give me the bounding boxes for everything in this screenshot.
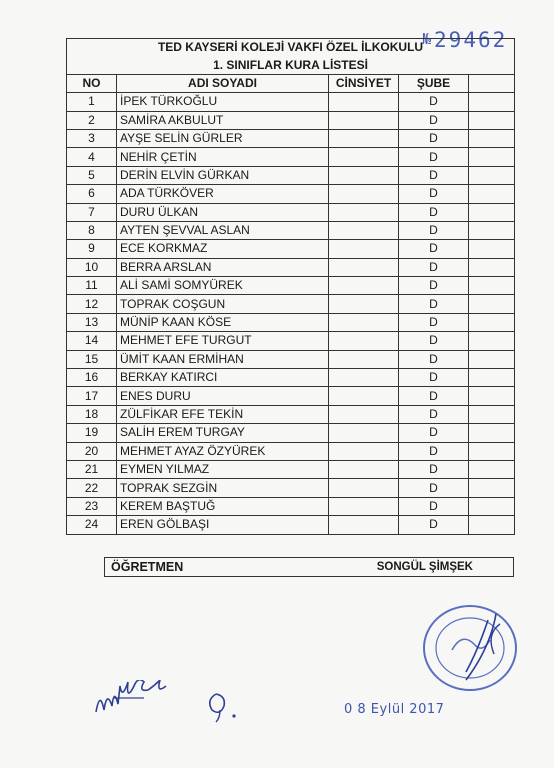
extra-cell: [469, 185, 515, 203]
table-row: [67, 460, 515, 478]
student-name: ÜMİT KAAN ERMİHAN: [117, 350, 329, 368]
student-name: NEHİR ÇETİN: [117, 148, 329, 166]
header-sube: ŞUBE: [399, 74, 469, 92]
student-sube: D: [399, 277, 469, 295]
student-name: BERKAY KATIRCI: [117, 369, 329, 387]
student-gender: [329, 460, 399, 478]
teacher-name: SONGÜL ŞİMŞEK: [376, 561, 473, 573]
row-number: 5: [67, 166, 117, 184]
table-row: [67, 148, 515, 166]
student-name: ENES DURU: [117, 387, 329, 405]
student-name: SAMİRA AKBULUT: [117, 111, 329, 129]
table-row: [67, 185, 515, 203]
student-name: MÜNİP KAAN KÖSE: [117, 313, 329, 331]
extra-cell: [469, 129, 515, 147]
student-name: ZÜLFİKAR EFE TEKİN: [117, 405, 329, 423]
student-name: KEREM BAŞTUĞ: [117, 497, 329, 515]
row-number: 21: [67, 460, 117, 478]
student-name: ECE KORKMAZ: [117, 240, 329, 258]
student-gender: [329, 516, 399, 534]
student-gender: [329, 497, 399, 515]
row-number: 17: [67, 387, 117, 405]
header-name: ADI SOYADI: [117, 74, 329, 92]
teacher-label: ÖĞRETMEN: [111, 560, 184, 574]
table-row: [67, 93, 515, 111]
extra-cell: [469, 240, 515, 258]
student-sube: D: [399, 350, 469, 368]
extra-cell: [469, 479, 515, 497]
student-name: AYTEN ŞEVVAL ASLAN: [117, 221, 329, 239]
registry-number: 29462: [434, 28, 508, 52]
table-row: [67, 497, 515, 515]
student-sube: D: [399, 332, 469, 350]
extra-cell: [469, 460, 515, 478]
list-title: 1. SINIFLAR KURA LİSTESİ: [67, 56, 515, 74]
extra-cell: [469, 111, 515, 129]
header-row: [67, 74, 515, 92]
school-title: TED KAYSERİ KOLEJİ VAKFI ÖZEL İLKOKULU: [67, 39, 515, 57]
table-row: [67, 240, 515, 258]
table-row: [67, 332, 515, 350]
list-sheet: [66, 38, 514, 535]
student-name: MEHMET AYAZ ÖZYÜREK: [117, 442, 329, 460]
table-row: [67, 295, 515, 313]
student-gender: [329, 424, 399, 442]
student-sube: D: [399, 479, 469, 497]
student-name: AYŞE SELİN GÜRLER: [117, 129, 329, 147]
student-sube: D: [399, 516, 469, 534]
student-gender: [329, 387, 399, 405]
table-row: [67, 442, 515, 460]
header-extra: [469, 74, 515, 92]
number-sign: №: [422, 30, 432, 48]
table-row: [67, 369, 515, 387]
table-row: [67, 258, 515, 276]
row-number: 23: [67, 497, 117, 515]
student-gender: [329, 129, 399, 147]
student-sube: D: [399, 221, 469, 239]
row-number: 10: [67, 258, 117, 276]
student-name: BERRA ARSLAN: [117, 258, 329, 276]
extra-cell: [469, 166, 515, 184]
student-sube: D: [399, 166, 469, 184]
table-row: [67, 277, 515, 295]
student-table: [66, 38, 515, 535]
student-sube: D: [399, 129, 469, 147]
teacher-box: [104, 557, 514, 577]
student-sube: D: [399, 148, 469, 166]
student-name: TOPRAK COŞGUN: [117, 295, 329, 313]
date-stamp: 0 8 Eylül 2017: [344, 702, 445, 717]
extra-cell: [469, 148, 515, 166]
student-gender: [329, 240, 399, 258]
student-sube: D: [399, 258, 469, 276]
student-sube: D: [399, 424, 469, 442]
student-sube: D: [399, 240, 469, 258]
header-gender: CİNSİYET: [329, 74, 399, 92]
student-gender: [329, 442, 399, 460]
student-gender: [329, 479, 399, 497]
student-sube: D: [399, 93, 469, 111]
student-sube: D: [399, 111, 469, 129]
row-number: 24: [67, 516, 117, 534]
extra-cell: [469, 442, 515, 460]
student-name: EYMEN YILMAZ: [117, 460, 329, 478]
student-gender: [329, 148, 399, 166]
row-number: 20: [67, 442, 117, 460]
extra-cell: [469, 350, 515, 368]
table-row: [67, 203, 515, 221]
table-row: [67, 221, 515, 239]
row-number: 13: [67, 313, 117, 331]
student-name: ALİ SAMİ SOMYÜREK: [117, 277, 329, 295]
table-row: [67, 111, 515, 129]
student-sube: D: [399, 369, 469, 387]
student-sube: D: [399, 313, 469, 331]
student-name: DURU ÜLKAN: [117, 203, 329, 221]
student-gender: [329, 350, 399, 368]
student-name: İPEK TÜRKOĞLU: [117, 93, 329, 111]
extra-cell: [469, 387, 515, 405]
extra-cell: [469, 295, 515, 313]
table-row: [67, 129, 515, 147]
student-gender: [329, 369, 399, 387]
row-number: 1: [67, 93, 117, 111]
row-number: 3: [67, 129, 117, 147]
row-number: 16: [67, 369, 117, 387]
extra-cell: [469, 221, 515, 239]
student-sube: D: [399, 497, 469, 515]
student-sube: D: [399, 295, 469, 313]
row-number: 8: [67, 221, 117, 239]
row-number: 19: [67, 424, 117, 442]
table-row: [67, 313, 515, 331]
student-sube: D: [399, 185, 469, 203]
row-number: 22: [67, 479, 117, 497]
extra-cell: [469, 93, 515, 111]
student-name: MEHMET EFE TURGUT: [117, 332, 329, 350]
row-number: 2: [67, 111, 117, 129]
table-row: [67, 350, 515, 368]
student-name: EREN GÖLBAŞI: [117, 516, 329, 534]
student-gender: [329, 185, 399, 203]
extra-cell: [469, 405, 515, 423]
row-number: 6: [67, 185, 117, 203]
student-gender: [329, 332, 399, 350]
student-name: DERİN ELVİN GÜRKAN: [117, 166, 329, 184]
signature-2: [202, 686, 242, 724]
student-gender: [329, 405, 399, 423]
header-no: NO: [67, 74, 117, 92]
student-name: TOPRAK SEZGİN: [117, 479, 329, 497]
row-number: 4: [67, 148, 117, 166]
student-gender: [329, 258, 399, 276]
student-gender: [329, 111, 399, 129]
extra-cell: [469, 497, 515, 515]
extra-cell: [469, 258, 515, 276]
student-gender: [329, 295, 399, 313]
table-row: [67, 387, 515, 405]
official-seal: [418, 600, 526, 696]
student-sube: D: [399, 387, 469, 405]
extra-cell: [469, 424, 515, 442]
student-sube: D: [399, 442, 469, 460]
table-row: [67, 424, 515, 442]
table-row: [67, 516, 515, 534]
table-row: [67, 405, 515, 423]
student-gender: [329, 313, 399, 331]
row-number: 18: [67, 405, 117, 423]
row-number: 11: [67, 277, 117, 295]
extra-cell: [469, 369, 515, 387]
student-name: ADA TÜRKÖVER: [117, 185, 329, 203]
row-number: 7: [67, 203, 117, 221]
student-gender: [329, 221, 399, 239]
extra-cell: [469, 313, 515, 331]
student-sube: D: [399, 203, 469, 221]
student-gender: [329, 93, 399, 111]
row-number: 9: [67, 240, 117, 258]
student-gender: [329, 166, 399, 184]
row-number: 12: [67, 295, 117, 313]
extra-cell: [469, 277, 515, 295]
table-row: [67, 166, 515, 184]
student-name: SALİH EREM TURGAY: [117, 424, 329, 442]
student-gender: [329, 203, 399, 221]
row-number: 14: [67, 332, 117, 350]
row-number: 15: [67, 350, 117, 368]
student-sube: D: [399, 460, 469, 478]
extra-cell: [469, 332, 515, 350]
student-gender: [329, 277, 399, 295]
table-row: [67, 479, 515, 497]
extra-cell: [469, 516, 515, 534]
extra-cell: [469, 203, 515, 221]
signature-1: [92, 680, 182, 722]
student-sube: D: [399, 405, 469, 423]
